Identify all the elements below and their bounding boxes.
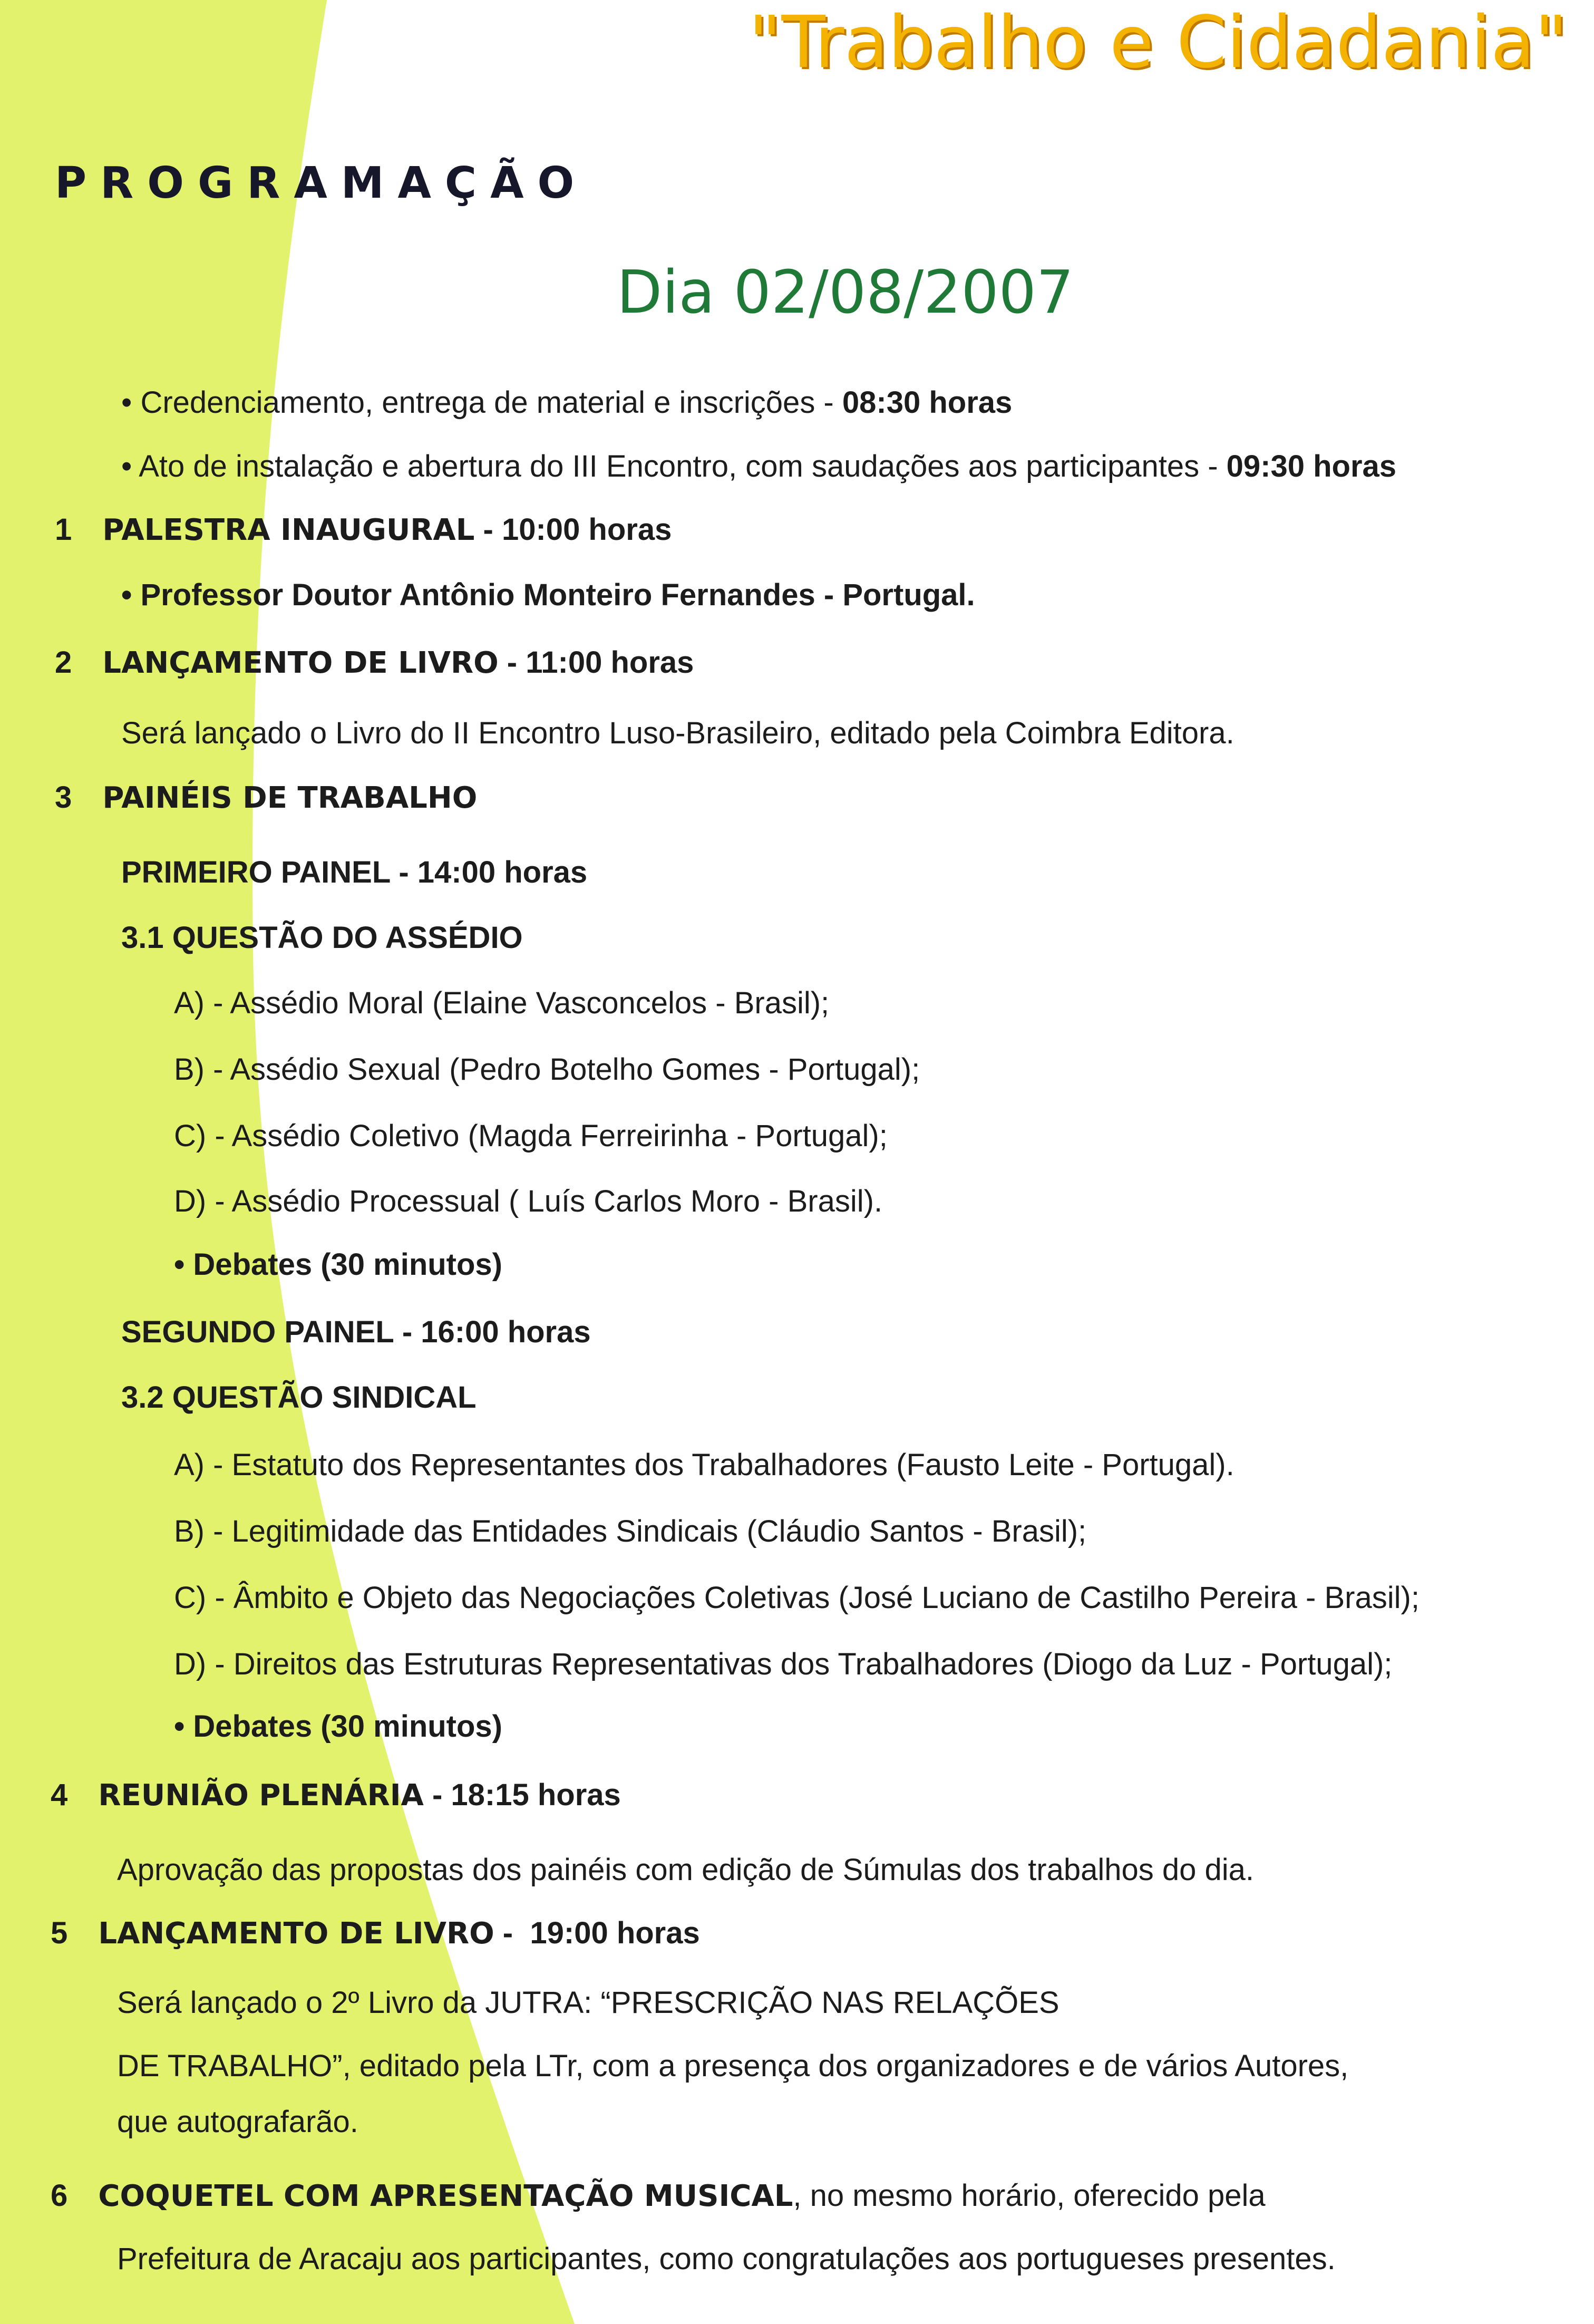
panel-2-debate: • Debates (30 minutos) [174,1709,502,1744]
section-title: LANÇAMENTO DE LIVRO [102,646,499,680]
section-title: REUNIÃO PLENÁRIA [98,1778,424,1813]
bullet: • [121,449,132,483]
keynote-speaker [121,580,975,611]
panel-1-item: B) - Assédio Sexual (Pedro Botelho Gomes - Portugal); [174,1052,920,1087]
section-number: 3 [55,780,72,815]
panel-1-title: PRIMEIRO PAINEL - 14:00 horas [121,855,588,889]
panel-2-item: A) - Estatuto dos Representantes dos Trabalhadores (Fausto Leite - Portugal). [174,1448,1235,1482]
section-4-heading [51,1778,621,1813]
opening-item-time: 09:30 horas [1226,449,1397,483]
section-1-heading [55,512,672,547]
panel-2-item: B) - Legitimidade das Entidades Sindicais (Cláudio Santos - Brasil); [174,1514,1087,1548]
programacao-heading: PROGRAMAÇÃO [55,158,588,208]
section-time: 19:00 horas [530,1916,700,1950]
section-time: - 10:00 horas [474,512,672,547]
cocktail-description: Prefeitura de Aracaju aos participantes, como congratulações aos portugueses presentes. [117,2242,1336,2276]
section-number: 6 [51,2178,68,2213]
section-title: COQUETEL COM APRESENTAÇÃO MUSICAL [98,2179,793,2213]
date-heading: Dia 02/08/2007 [617,258,1074,327]
section-number: 2 [55,645,72,680]
panel-2-item: D) - Direitos das Estruturas Representativas dos Trabalhadores (Diogo da Luz - Portugal); [174,1647,1393,1681]
section-3-heading [55,782,477,813]
book-launch-2-line: DE TRABALHO”, editado pela LTr, com a presença dos organizadores e de vários Autores, [117,2049,1349,2083]
section-2-heading [55,647,694,678]
section-time: 11:00 horas [526,645,694,680]
book-launch-2-line: Será lançado o 2º Livro da JUTRA: “PRESCRIÇÃO NAS RELAÇÕES [117,1986,1060,2020]
section-title: PAINÉIS DE TRABALHO [102,781,478,815]
section-title: LANÇAMENTO DE LIVRO [98,1916,494,1951]
panel-1-item: C) - Assédio Coletivo (Magda Ferreirinha - Portugal); [174,1119,888,1153]
opening-item-2 [121,451,1396,482]
panel-1-item: D) - Assédio Processual ( Luís Carlos Moro - Brasil). [174,1184,883,1218]
panel-2-topic: 3.2 QUESTÃO SINDICAL [121,1380,477,1415]
section-text: , no mesmo horário, oferecido pela [793,2178,1266,2213]
book-launch-description: Será lançado o Livro do II Encontro Luso-Brasileiro, editado pela Coimbra Editora. [121,716,1235,750]
bullet: • [121,578,132,612]
section-separator: - [494,1916,530,1950]
panel-1-debate: • Debates (30 minutos) [174,1247,502,1282]
section-number: 5 [51,1916,68,1950]
section-number: 1 [55,512,72,547]
opening-item-text: Credenciamento, entrega de material e inscrições - [140,385,842,420]
plenary-description: Aprovação das propostas dos painéis com edição de Súmulas dos trabalhos do dia. [117,1853,1254,1887]
panel-1-item: A) - Assédio Moral (Elaine Vasconcelos - Brasil); [174,986,830,1020]
opening-item-1 [121,385,1013,420]
section-number: 4 [51,1778,68,1812]
bullet: • [121,385,132,420]
speaker-name: Professor Doutor Antônio Monteiro Fernandes - Portugal. [140,578,975,612]
panel-2-title: SEGUNDO PAINEL - 16:00 horas [121,1315,591,1349]
section-6-heading [51,2178,1266,2213]
section-5-heading [51,1918,700,1949]
panel-1-topic: 3.1 QUESTÃO DO ASSÉDIO [121,921,523,955]
section-title: PALESTRA INAUGURAL [102,513,475,547]
section-separator: - [498,645,526,680]
document-title: "Trabalho e Cidadania" [749,1,1568,84]
opening-item-time: 08:30 horas [842,385,1013,420]
book-launch-2-line: que autografarão. [117,2105,358,2139]
panel-2-item: C) - Âmbito e Objeto das Negociações Coletivas (José Luciano de Castilho Pereira - Brasil); [174,1581,1420,1615]
opening-item-text: Ato de instalação e abertura do III Encontro, com saudações aos participantes - [139,449,1227,483]
section-time: - 18:15 horas [423,1778,621,1812]
